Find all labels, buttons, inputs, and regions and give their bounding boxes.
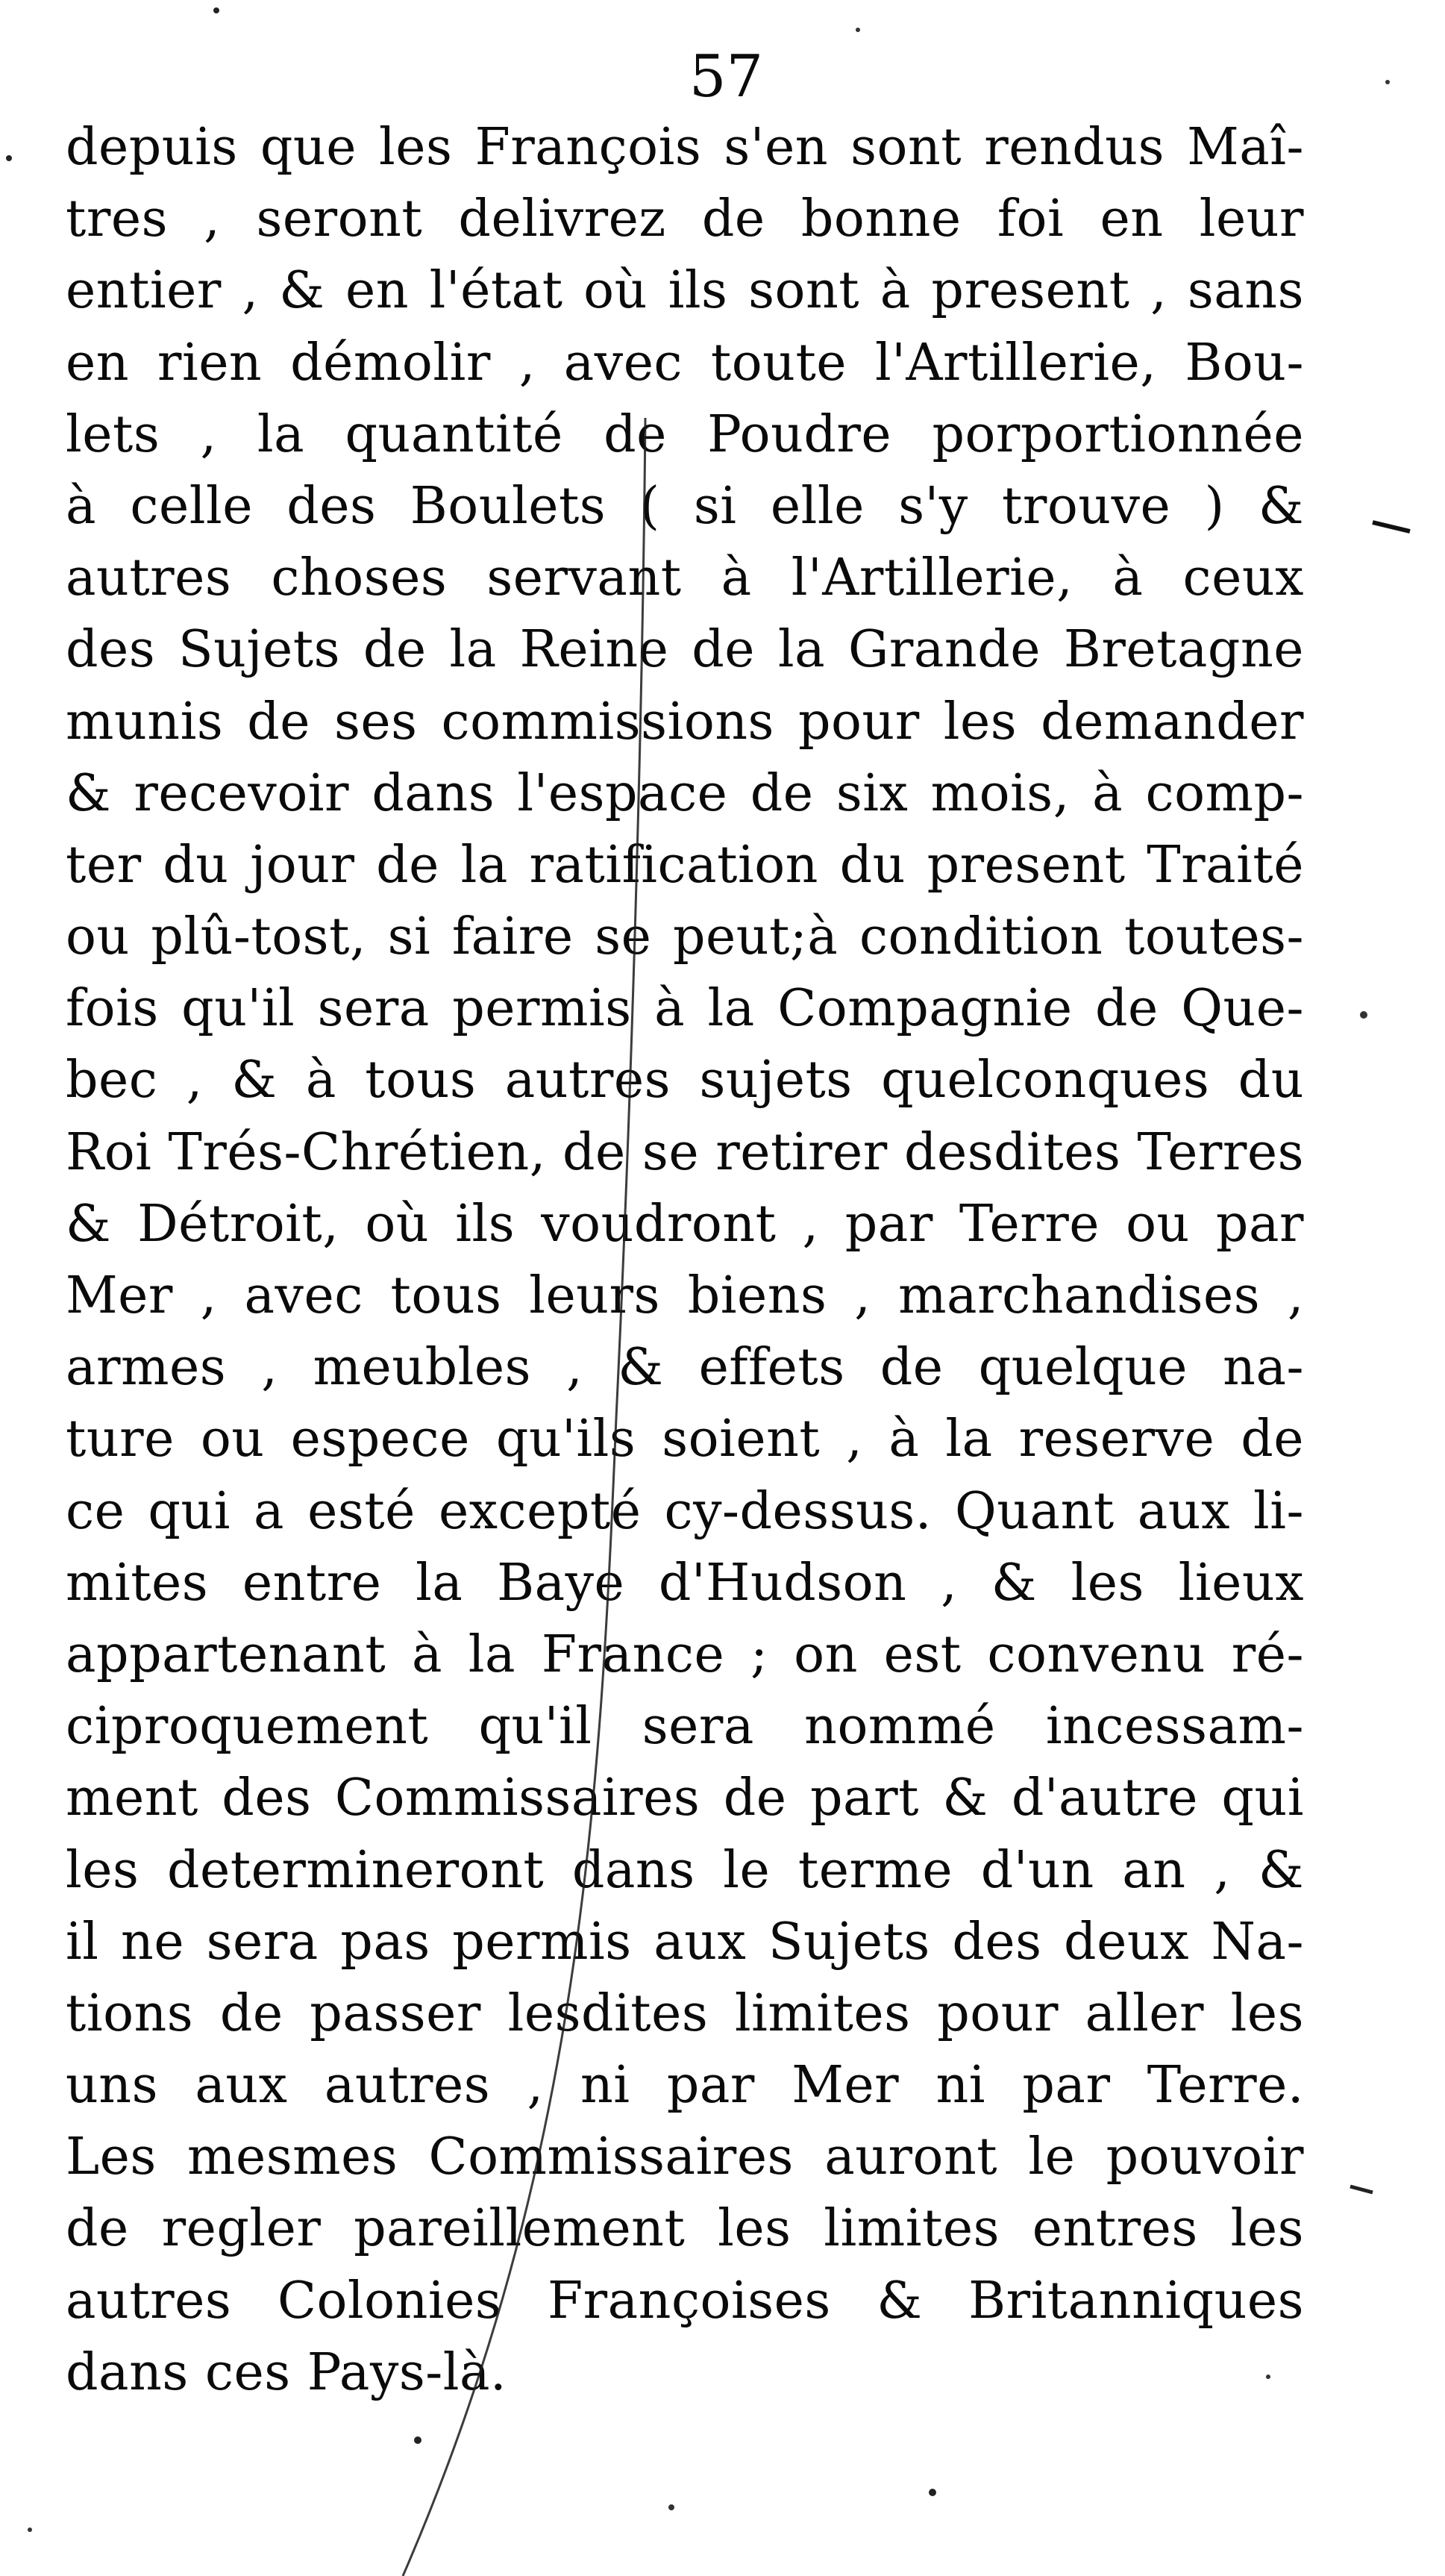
text-line: ou plû-tost, si faire se peut;à condition toutes- [66, 907, 1304, 967]
text-line: Mer , avec tous leurs biens , marchandises , [66, 1266, 1304, 1325]
text-line: en rien démolir , avec toute l'Artillerie, Bou- [66, 333, 1304, 393]
text-line: depuis que les François s'en sont rendus Maî- [66, 118, 1304, 177]
text-line: & Détroit, où ils voudront , par Terre ou par [66, 1194, 1304, 1254]
text-line: munis de ses commissions pour les demander [66, 692, 1304, 751]
text-line: dans ces Pays-là. [66, 2342, 507, 2402]
text-line: de regler pareillement les limites entres les [66, 2199, 1304, 2259]
text-line: ture ou espece qu'ils soient , à la reserve de [66, 1410, 1304, 1469]
text-line: ter du jour de la ratification du present Traité [66, 835, 1304, 895]
text-line: & recevoir dans l'espace de six mois, à comp- [66, 763, 1304, 823]
text-line: il ne sera pas permis aux Sujets des deux Na- [66, 1912, 1304, 1972]
text-line: uns aux autres , ni par Mer ni par Terre. [66, 2056, 1304, 2116]
text-line: à celle des Boulets ( si elle s'y trouve ) & [66, 476, 1304, 536]
text-line: autres Colonies Françoises & Britanniques [66, 2271, 1304, 2330]
ink-speck [1360, 1011, 1367, 1019]
body-text [66, 112, 1304, 2409]
ink-speck [414, 2436, 421, 2444]
text-line: entier , & en l'état où ils sont à present , sans [66, 261, 1304, 321]
ink-speck [856, 28, 860, 32]
text-line: Les mesmes Commissaires auront le pouvoir [66, 2128, 1304, 2187]
ink-smudge [1373, 522, 1410, 531]
ink-speck [6, 155, 12, 161]
text-line: mites entre la Baye d'Hudson , & les lieux [66, 1553, 1304, 1613]
text-line: bec , & à tous autres sujets quelconques du [66, 1051, 1304, 1110]
ink-speck [28, 2527, 32, 2532]
text-line: des Sujets de la Reine de la Grande Bretagne [66, 620, 1304, 680]
page-number: 57 [689, 43, 764, 110]
text-line: armes , meubles , & effets de quelque na- [66, 1338, 1304, 1398]
text-line: tres , seront delivrez de bonne foi en leur [66, 190, 1304, 249]
text-line: ce qui a esté excepté cy-dessus. Quant aux li- [66, 1481, 1304, 1541]
text-line: ment des Commissaires de part & d'autre qui [66, 1769, 1304, 1828]
text-line: lets , la quantité de Poudre porportionnée [66, 404, 1304, 464]
text-line: les determineront dans le terme d'un an , & [66, 1840, 1304, 1900]
ink-smudge [1350, 2186, 1373, 2192]
ink-speck [213, 7, 219, 13]
text-line: appartenant à la France ; on est convenu ré- [66, 1625, 1304, 1684]
text-line: ciproquement qu'il sera nommé incessam- [66, 1697, 1304, 1757]
text-line: Roi Trés-Chrétien, de se retirer desdites Terres [66, 1122, 1304, 1182]
text-line: fois qu'il sera permis à la Compagnie de Que- [66, 979, 1304, 1039]
ink-speck [668, 2504, 674, 2510]
text-line: autres choses servant à l'Artillerie, à ceux [66, 548, 1304, 608]
ink-speck [929, 2489, 936, 2496]
text-line: tions de passer lesdites limites pour aller les [66, 1983, 1304, 2043]
